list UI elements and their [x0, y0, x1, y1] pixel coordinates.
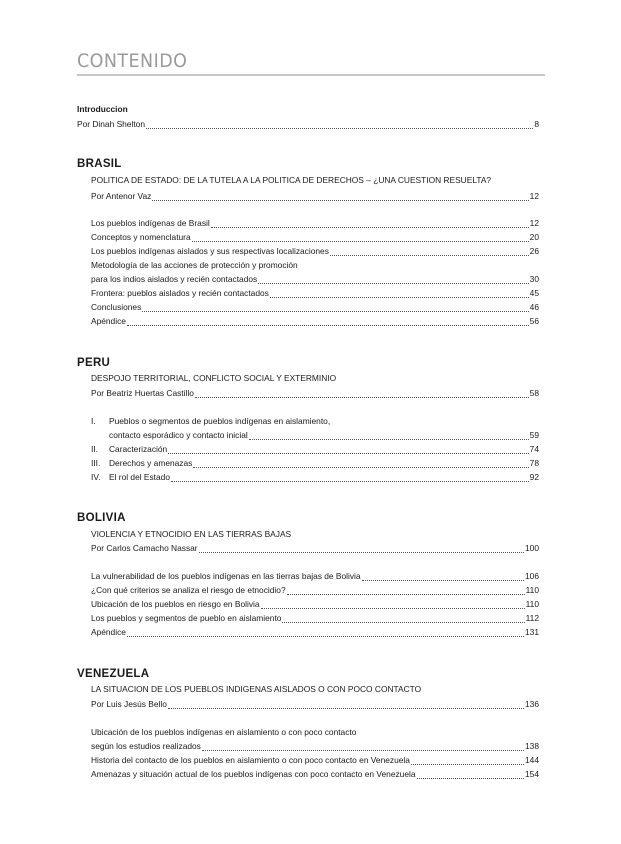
dot-leader	[168, 698, 524, 709]
roman-numeral: I.	[91, 416, 96, 426]
dot-leader	[330, 245, 529, 256]
chapter-title: POLITICA DE ESTADO: DE LA TUTELA A LA POLITICA DE DERECHOS – ¿UNA CUESTION RESUELTA?	[91, 175, 492, 185]
toc-entry[interactable]	[109, 443, 539, 456]
page-title: CONTENIDO	[77, 50, 188, 72]
toc-entry[interactable]	[91, 387, 539, 400]
toc-entry[interactable]	[109, 457, 539, 470]
toc-entry[interactable]	[91, 542, 539, 555]
dot-leader	[192, 231, 529, 242]
roman-numeral: IV.	[91, 472, 101, 482]
toc-entry[interactable]	[91, 768, 539, 781]
page-number: 106	[525, 571, 539, 581]
toc-entry[interactable]	[109, 471, 539, 484]
page-number: 138	[525, 741, 539, 751]
dot-leader	[417, 768, 524, 779]
toc-entry-text: contacto esporádico y contacto inicial	[109, 430, 248, 440]
dot-leader	[282, 612, 524, 623]
page-number: 110	[525, 585, 539, 595]
toc-entry[interactable]	[91, 217, 539, 230]
toc-entry[interactable]	[91, 612, 539, 625]
toc-entry-text: Apéndice	[91, 627, 126, 637]
roman-numeral: II.	[91, 444, 98, 454]
page-number: 30	[529, 274, 539, 284]
toc-entry-text: Derechos y amenazas	[109, 458, 193, 468]
toc-entry-text: Ubicación de los pueblos en riesgo en Bolivia	[91, 599, 260, 609]
dot-leader	[249, 429, 529, 440]
dot-leader	[270, 287, 529, 298]
page-number: 45	[529, 288, 539, 298]
dot-leader	[127, 315, 529, 326]
page-number: 154	[525, 769, 539, 779]
toc-entry[interactable]	[91, 698, 539, 711]
toc-entry[interactable]	[91, 626, 539, 639]
page-number: 100	[525, 543, 539, 553]
toc-entry-text: para los indios aislados y recién contactados	[91, 274, 258, 284]
page-number: 131	[525, 627, 539, 637]
toc-entry-text: Conclusiones	[91, 302, 142, 312]
page-number: 20	[529, 232, 539, 242]
section-heading-peru: PERU	[77, 357, 111, 369]
dot-leader	[193, 457, 528, 468]
toc-entry[interactable]	[91, 598, 539, 611]
dot-leader	[168, 443, 528, 454]
dot-leader	[171, 471, 529, 482]
toc-entry[interactable]	[91, 287, 539, 300]
dot-leader	[152, 190, 528, 201]
toc-entry-text: Historia del contacto de los pueblos en aislamiento o con poco contacto en Venezuela	[91, 755, 410, 765]
page-number: 110	[525, 599, 539, 609]
toc-entry-text: Por Dinah Shelton	[77, 119, 145, 129]
toc-entry[interactable]	[91, 754, 539, 767]
dot-leader	[261, 598, 525, 609]
chapter-title: LA SITUACION DE LOS PUEBLOS INDIGENAS AISLADOS O CON POCO CONTACTO	[91, 684, 422, 694]
toc-entry-text: El rol del Estado	[109, 472, 170, 482]
dot-leader	[287, 584, 525, 595]
toc-entry[interactable]	[91, 190, 539, 203]
page-number: 12	[529, 218, 539, 228]
toc-entry-text: Los pueblos indígenas de Brasil	[91, 218, 210, 228]
page-number: 8	[534, 119, 539, 129]
page-number: 58	[529, 388, 539, 398]
intro-heading: Introduccion	[77, 104, 128, 114]
page-number: 46	[529, 302, 539, 312]
toc-entry[interactable]	[77, 118, 539, 131]
section-heading-brasil: BRASIL	[77, 158, 122, 170]
toc-entry[interactable]	[109, 429, 539, 442]
toc-entry[interactable]	[91, 740, 539, 753]
toc-entry-text: Por Luis Jesús Bello	[91, 699, 167, 709]
chapter-title: DESPOJO TERRITORIAL, CONFLICTO SOCIAL Y EXTERMINIO	[91, 373, 337, 383]
roman-numeral: III.	[91, 458, 101, 468]
toc-entry-text: ¿Con qué criterios se analiza el riesgo de etnocidio?	[91, 585, 286, 595]
toc-entry-text: Amenazas y situación actual de los pueblos indígenas con poco contacto en Venezuela	[91, 769, 416, 779]
toc-entry-text: según los estudios realizados	[91, 741, 201, 751]
dot-leader	[258, 273, 528, 284]
dot-leader	[202, 740, 524, 751]
section-heading-bolivia: BOLIVIA	[77, 512, 126, 524]
toc-entry-text: Conceptos y nomenclatura	[91, 232, 191, 242]
toc-entry-text: Los pueblos y segmentos de pueblo en aislamiento	[91, 613, 282, 623]
page-number: 74	[529, 444, 539, 454]
toc-entry-text: Caracterización	[109, 444, 168, 454]
toc-entry[interactable]	[91, 245, 539, 258]
dot-leader	[146, 118, 533, 129]
dot-leader	[195, 387, 529, 398]
toc-entry[interactable]	[91, 273, 539, 286]
page-number: 26	[529, 246, 539, 256]
dot-leader	[211, 217, 529, 228]
toc-entry-line: Ubicación de los pueblos indígenas en aislamiento o con poco contacto	[91, 727, 357, 737]
toc-entry[interactable]	[91, 570, 539, 583]
toc-entry-text: Frontera: pueblos aislados y recién contactados	[91, 288, 269, 298]
dot-leader	[199, 542, 524, 553]
toc-entry[interactable]	[91, 315, 539, 328]
dot-leader	[362, 570, 524, 581]
toc-entry[interactable]	[91, 301, 539, 314]
page-number: 136	[525, 699, 539, 709]
page-number: 144	[525, 755, 539, 765]
toc-entry[interactable]	[91, 584, 539, 597]
page-number: 56	[529, 316, 539, 326]
dot-leader	[142, 301, 528, 312]
dot-leader	[411, 754, 524, 765]
toc-entry-line: Metodología de las acciones de protección y promoción	[91, 260, 298, 270]
page-number: 12	[529, 191, 539, 201]
page-number: 78	[529, 458, 539, 468]
toc-entry-text: Apéndice	[91, 316, 126, 326]
dot-leader	[127, 626, 524, 637]
page-number: 92	[529, 472, 539, 482]
section-heading-venezuela: VENEZUELA	[77, 668, 150, 680]
title-divider	[77, 74, 545, 76]
toc-entry-text: Por Beatriz Huertas Castillo	[91, 388, 194, 398]
page-number: 59	[529, 430, 539, 440]
toc-entry-line: Pueblos o segmentos de pueblos indígenas en aislamiento,	[109, 416, 331, 426]
page-number: 112	[525, 613, 539, 623]
toc-entry[interactable]	[91, 231, 539, 244]
chapter-title: VIOLENCIA Y ETNOCIDIO EN LAS TIERRAS BAJAS	[91, 529, 292, 539]
toc-entry-text: Por Carlos Camacho Nassar	[91, 543, 198, 553]
toc-entry-text: La vulnerabilidad de los pueblos indígenas en las tierras bajas de Bolivia	[91, 571, 361, 581]
toc-entry-text: Por Antenor Vaz	[91, 191, 152, 201]
toc-entry-text: Los pueblos indígenas aislados y sus respectivas localizaciones	[91, 246, 329, 256]
